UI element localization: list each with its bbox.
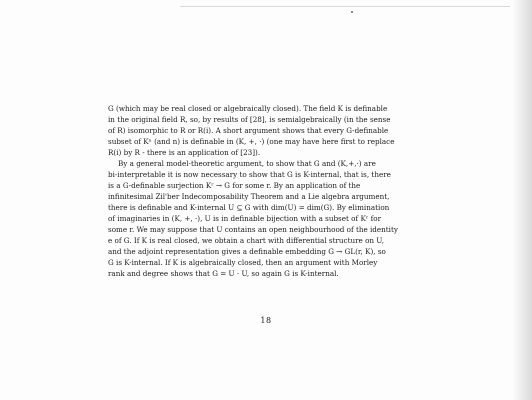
text-line: subset of Kⁿ (and n) is definable in (K, +, ·) (one may have here first to replace <box>108 137 395 146</box>
page-number: 18 <box>260 316 272 325</box>
text-line: R(i) by R - there is an application of [23]). <box>108 148 261 157</box>
page-edge-shadow <box>512 0 532 400</box>
scan-artifact-line <box>180 6 510 7</box>
text-line: bi-interpretable it is now necessary to show that G is K-internal, that is, there <box>108 170 391 179</box>
scan-speck <box>351 11 353 13</box>
text-line: in the original field R, so, by results of [28], is semialgebraically (in the sense <box>108 115 391 124</box>
text-line: rank and degree shows that G = U · U, so again G is K-internal. <box>108 269 339 278</box>
text-line: By a general model-theoretic argument, to show that G and (K,+,·) are <box>118 159 376 168</box>
text-line: of R) isomorphic to R or R(i). A short argument shows that every G-definable <box>108 126 389 135</box>
text-line: and the adjoint representation gives a definable embedding G → GL(r, K), so <box>108 247 386 256</box>
text-line: infinitesimal Zil'ber Indecomposability Theorem and a Lie algebra argument, <box>108 192 390 201</box>
text-line: some r. We may suppose that U contains an open neighbourhood of the identity <box>108 225 398 234</box>
text-line: G (which may be real closed or algebraically closed). The field K is definable <box>108 104 388 113</box>
text-line: of imaginaries in (K, +, ·), U is in definable bijection with a subset of Kʳ for <box>108 214 382 223</box>
text-line: G is K-internal. If K is algebraically closed, then an argument with Morley <box>108 258 378 267</box>
text-line: there is definable and K-internal U ⊆ G with dim(U) = dim(G). By elimination <box>108 203 390 212</box>
text-line: e of G. If K is real closed, we obtain a chart with differential structure on U, <box>108 236 384 245</box>
body-text <box>108 103 430 279</box>
text-line: is a G-definable surjection Kʳ → G for some r. By an application of the <box>108 181 361 190</box>
